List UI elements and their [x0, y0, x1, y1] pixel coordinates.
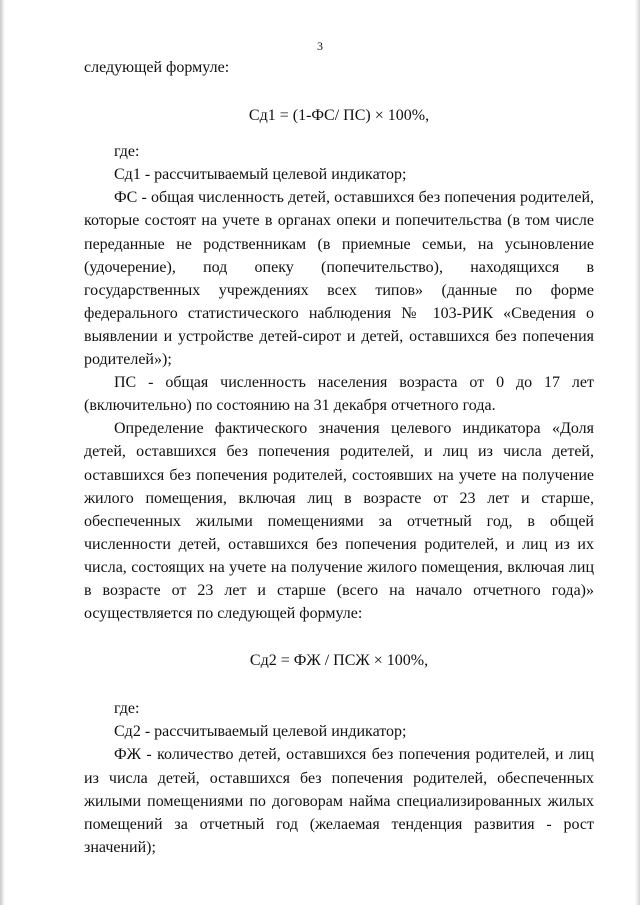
where-label-1: где: [114, 143, 140, 161]
formula-sd1: Сд1 = (1-ФС/ ПС) × 100%, [248, 107, 430, 125]
definition-sd1: Сд1 - рассчитываемый целевой индикатор; [114, 166, 407, 184]
formula-sd2: Сд2 = ФЖ / ПСЖ × 100%, [249, 652, 429, 670]
scan-edge-right [635, 0, 640, 905]
definition-sd2: Сд2 - рассчитываемый целевой индикатор; [114, 723, 407, 741]
paragraph-indicator-2: Определение фактического значения целевого индикатора «Доля детей, оставшихся без попечения родителей, и лиц из числа детей, оставшихся без попечения родителей, состоявших на учете на получение жилого помещения, включая лиц в возрасте от 23 лет и старше, обеспеченных жилыми помещениями за отчетный год, в общей численности детей, оставшихся без попечения родителей, и лиц из их числа, состоящих на учете на получение жилого помещения, включая лиц в возрасте от 23 лет и старше (всего на начало отчетного года)» осуществляется по следующей формуле: [84, 420, 594, 623]
page-number: 3 [317, 39, 323, 53]
where-label-2: где: [114, 700, 140, 718]
definition-fzh: ФЖ - количество детей, оставшихся без попечения родителей, и лиц из числа детей, оставшихся без попечения родителей, обеспеченных жилыми помещениями по договорам найма специализированных жилых помещений за отчетный год (желаемая тенденция развития - рост значений); [84, 746, 594, 856]
definition-fs: ФС - общая численность детей, оставшихся без попечения родителей, которые состоят на учете в органах опеки и попечительства (в том числе переданные не родственникам (в приемные семьи, на усыновление (удочерение), под опеку (попечительство), находящихся в государственных учреждениях всех типов» (данные по форме федерального статистического наблюдения № 103-РИК «Сведения о выявлении и устройстве детей-сирот и детей, оставшихся без попечения родителей»); [84, 189, 594, 369]
document-body [84, 56, 594, 859]
scan-edge-left [0, 0, 5, 905]
definition-ps: ПС - общая численность населения возраста от 0 до 17 лет (включительно) по состоянию на 31 декабря отчетного года. [84, 374, 594, 415]
intro-line: следующей формуле: [84, 59, 230, 76]
